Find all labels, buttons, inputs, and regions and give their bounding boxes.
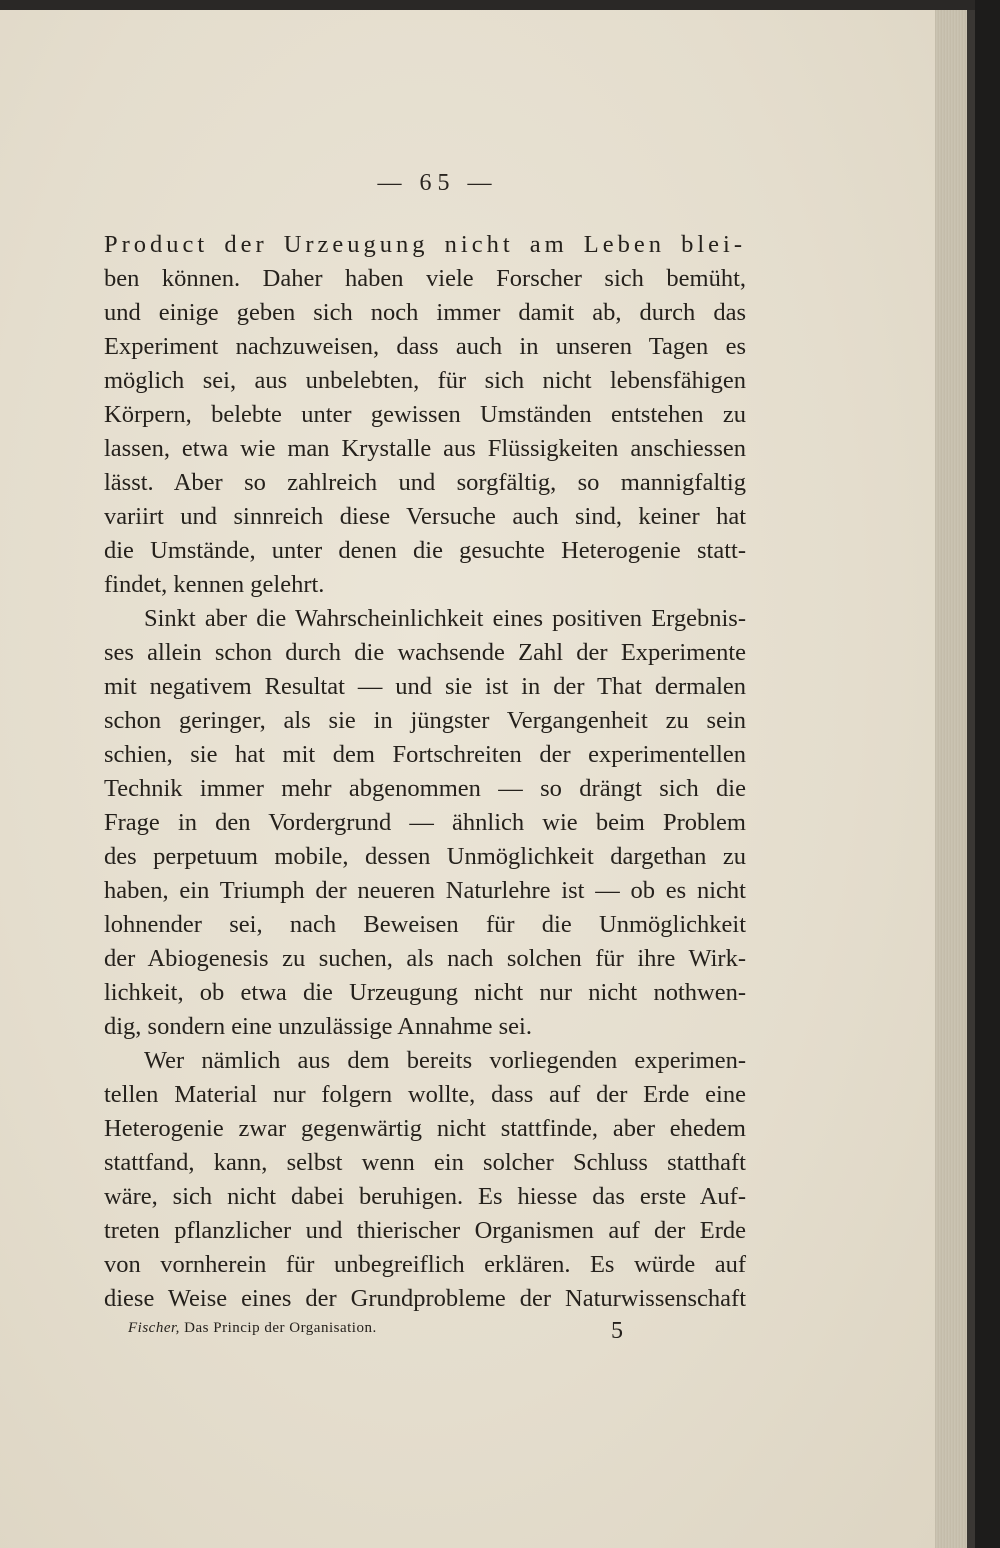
page-footer xyxy=(128,1320,648,1350)
text-line: ses allein schon durch die wachsende Zahl der Experimente xyxy=(104,639,746,666)
text-line: lichkeit, ob etwa die Urzeugung nicht nur nicht nothwen- xyxy=(104,979,746,1006)
text-line: schon geringer, als sie in jüngster Vergangenheit zu sein xyxy=(104,707,746,734)
paragraph-1 xyxy=(104,228,746,602)
text-line: schien, sie hat mit dem Fortschreiten der experimentellen xyxy=(104,741,746,768)
text-line: Frage in den Vordergrund — ähnlich wie beim Problem xyxy=(104,809,746,836)
text-line: variirt und sinnreich diese Versuche auch sind, keiner hat xyxy=(104,503,746,530)
text-line: und einige geben sich noch immer damit ab, durch das xyxy=(104,299,746,326)
text-line: lassen, etwa wie man Krystalle aus Flüssigkeiten anschiessen xyxy=(104,435,746,462)
body-text xyxy=(104,228,746,1316)
text-line: Sinkt aber die Wahrscheinlichkeit eines positiven Ergebnis- xyxy=(144,605,746,632)
text-line: die Umstände, unter denen die gesuchte Heterogenie statt- xyxy=(104,537,746,564)
text-line: Technik immer mehr abgenommen — so drängt sich die xyxy=(104,775,746,802)
text-line: treten pflanzlicher und thierischer Organismen auf der Erde xyxy=(104,1217,746,1244)
text-line: Heterogenie zwar gegenwärtig nicht stattfinde, aber ehedem xyxy=(104,1115,746,1142)
text-line: ben können. Daher haben viele Forscher sich bemüht, xyxy=(104,265,746,292)
text-line: möglich sei, aus unbelebten, für sich nicht lebensfähigen xyxy=(104,367,746,394)
text-line: stattfand, kann, selbst wenn ein solcher Schluss statthaft xyxy=(104,1149,746,1176)
text-line: Experiment nachzuweisen, dass auch in unseren Tagen es xyxy=(104,333,746,360)
paragraph-3 xyxy=(104,1044,746,1316)
text-line: lohnender sei, nach Beweisen für die Unmöglichkeit xyxy=(104,911,746,938)
text-line: mit negativem Resultat — und sie ist in der That dermalen xyxy=(104,673,746,700)
text-line: der Abiogenesis zu suchen, als nach solchen für ihre Wirk- xyxy=(104,945,746,972)
text-line: des perpetuum mobile, dessen Unmöglichkeit dargethan zu xyxy=(104,843,746,870)
page-number: — 65 — xyxy=(377,170,498,196)
page-header xyxy=(0,170,935,206)
footer-author: Fischer, xyxy=(128,1320,180,1336)
text-line: von vornherein für unbegreiflich erklären. Es würde auf xyxy=(104,1251,746,1278)
text-line: haben, ein Triumph der neueren Naturlehre ist — ob es nicht xyxy=(104,877,746,904)
text-line: findet, kennen gelehrt. xyxy=(104,571,325,598)
text-line: tellen Material nur folgern wollte, dass auf der Erde eine xyxy=(104,1081,746,1108)
paragraph-2 xyxy=(104,602,746,1044)
footer-title: Das Princip der Organisation. xyxy=(184,1320,377,1336)
text-line: Product der Urzeugung nicht am Leben blei- xyxy=(104,231,746,258)
text-line: diese Weise eines der Grundprobleme der Naturwissenschaft xyxy=(104,1285,746,1312)
text-line: Wer nämlich aus dem bereits vorliegenden experimen- xyxy=(144,1047,746,1074)
text-line: lässt. Aber so zahlreich und sorgfältig, so mannigfaltig xyxy=(104,469,746,496)
text-line: wäre, sich nicht dabei beruhigen. Es hiesse das erste Auf- xyxy=(104,1183,746,1210)
text-line: Körpern, belebte unter gewissen Umständen entstehen zu xyxy=(104,401,746,428)
signature-mark: 5 xyxy=(611,1318,623,1344)
text-line: dig, sondern eine unzulässige Annahme sei. xyxy=(104,1013,532,1040)
page-edges xyxy=(935,10,975,1548)
book-binding xyxy=(975,0,1000,1548)
